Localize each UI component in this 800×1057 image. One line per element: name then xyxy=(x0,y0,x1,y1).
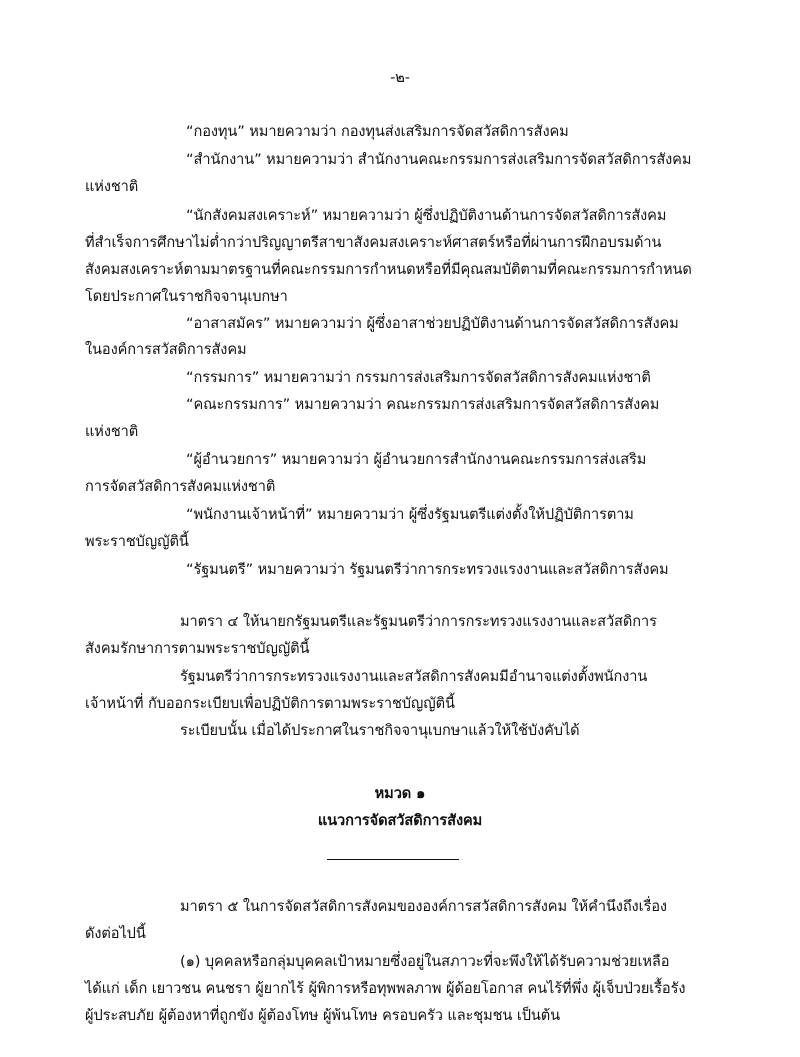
chapter-number: หมวด ๑ xyxy=(374,785,426,802)
definition-volunteer-cont: ในองค์การสวัสดิการสังคม xyxy=(85,341,247,358)
page-number: -๒- xyxy=(390,69,410,86)
section-4-cont: สังคมรักษาการตามพระราชบัญญัตินี้ xyxy=(85,640,310,657)
definition-director-cont: การจัดสวัสดิการสังคมแห่งชาติ xyxy=(85,478,276,495)
section-5-item-1-cont-2: ผู้ประสบภัย ผู้ต้องหาที่ถูกขัง ผู้ต้องโทษ ผู้พ้นโทษ ครอบครัว และชุมชน เป็นต้น xyxy=(85,1007,561,1024)
chapter-title: แนวการจัดสวัสดิการสังคม xyxy=(317,812,483,829)
section-5: มาตรา ๕ ในการจัดสวัสดิการสังคมขององค์การสวัสดิการสังคม ให้คำนึงถึงเรื่อง xyxy=(180,898,667,915)
definition-committee-member: “กรรมการ” หมายความว่า กรรมการส่งเสริมการจัดสวัสดิการสังคมแห่งชาติ xyxy=(186,369,651,386)
chapter-divider xyxy=(327,859,459,860)
definition-minister: “รัฐมนตรี” หมายความว่า รัฐมนตรีว่าการกระทรวงแรงงานและสวัสดิการสังคม xyxy=(186,561,669,578)
definition-committee-cont: แห่งชาติ xyxy=(85,423,139,440)
definition-director: “ผู้อำนวยการ” หมายความว่า ผู้อำนวยการสำนักงานคณะกรรมการส่งเสริม xyxy=(186,451,647,468)
definition-committee: “คณะกรรมการ” หมายความว่า คณะกรรมการส่งเสริมการจัดสวัสดิการสังคม xyxy=(186,396,660,413)
definition-office-cont: แห่งชาติ xyxy=(85,178,139,195)
section-4: มาตรา ๔ ให้นายกรัฐมนตรีและรัฐมนตรีว่าการกระทรวงแรงงานและสวัสดิการ xyxy=(180,613,657,630)
definition-official: “พนักงานเจ้าหน้าที่” หมายความว่า ผู้ซึ่งรัฐมนตรีแต่งตั้งให้ปฏิบัติการตาม xyxy=(186,506,634,523)
section-4-para-2-cont: เจ้าหน้าที่ กับออกระเบียบเพื่อปฏิบัติการตามพระราชบัญญัตินี้ xyxy=(85,695,455,712)
section-5-item-1-cont-1: ได้แก่ เด็ก เยาวชน คนชรา ผู้ยากไร้ ผู้พิการหรือทุพพลภาพ ผู้ด้อยโอกาส คนไร้ที่พึ่ง ผู้เจ็บป่วยเรื้อรัง xyxy=(85,980,686,997)
definition-social-worker: “นักสังคมสงเคราะห์” หมายความว่า ผู้ซึ่งปฏิบัติงานด้านการจัดสวัสดิการสังคม xyxy=(186,207,667,224)
definition-social-worker-cont-1: ที่สำเร็จการศึกษาไม่ต่ำกว่าปริญญาตรีสาขาสังคมสงเคราะห์ศาสตร์หรือที่ผ่านการฝึกอบรมด้าน xyxy=(85,234,662,251)
definition-volunteer: “อาสาสมัคร” หมายความว่า ผู้ซึ่งอาสาช่วยปฏิบัติงานด้านการจัดสวัสดิการสังคม xyxy=(186,315,679,332)
definition-social-worker-cont-3: โดยประกาศในราชกิจจานุเบกษา xyxy=(85,288,288,305)
section-4-para-2: รัฐมนตรีว่าการกระทรวงแรงงานและสวัสดิการสังคมมีอำนาจแต่งตั้งพนักงาน xyxy=(180,668,648,685)
section-4-para-3: ระเบียบนั้น เมื่อได้ประกาศในราชกิจจานุเบกษาแล้วให้ใช้บังคับได้ xyxy=(180,722,580,739)
definition-official-cont: พระราชบัญญัตินี้ xyxy=(85,533,189,550)
definition-fund: “กองทุน” หมายความว่า กองทุนส่งเสริมการจัดสวัสดิการสังคม xyxy=(186,123,569,140)
definition-social-worker-cont-2: สังคมสงเคราะห์ตามมาตรฐานที่คณะกรรมการกำหนดหรือที่มีคุณสมบัติตามที่คณะกรรมการกำหนด xyxy=(85,261,692,278)
section-5-item-1: (๑) บุคคลหรือกลุ่มบุคคลเป้าหมายซึ่งอยู่ในสภาวะที่จะพึงให้ได้รับความช่วยเหลือ xyxy=(180,953,670,970)
definition-office: “สำนักงาน” หมายความว่า สำนักงานคณะกรรมการส่งเสริมการจัดสวัสดิการสังคม xyxy=(186,151,692,168)
section-5-cont: ดังต่อไปนี้ xyxy=(85,925,146,942)
